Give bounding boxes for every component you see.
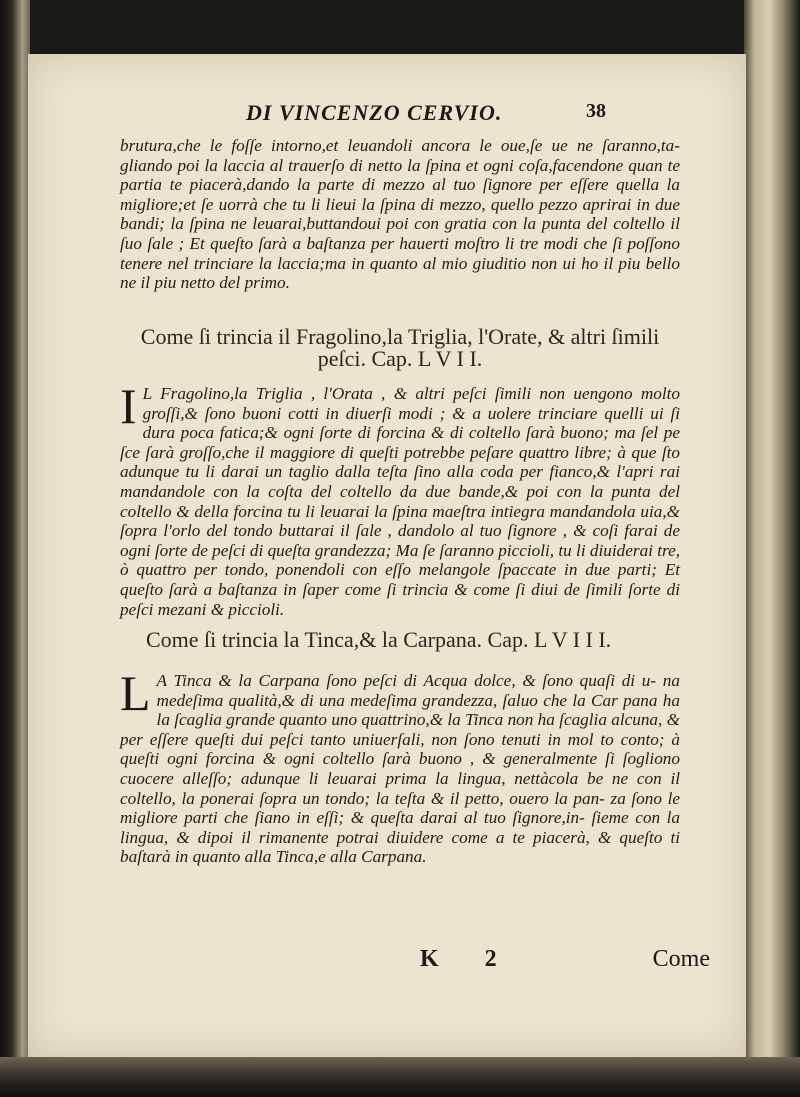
page-number: 38	[586, 100, 606, 122]
chapter-58-text-block	[120, 665, 680, 867]
scan-left-edge	[0, 0, 30, 1097]
scan-bottom-edge	[0, 1057, 800, 1097]
book-page	[28, 54, 746, 1057]
paragraph-continued: brutura,che le foſſe intorno,et leuandoli ancora le oue,ſe ue ne ſaranno,ta- gliando poi la laccia al trauerſo di netto la ſpina et ogni coſa,facendone quan te partia te piacerà,dando la parte di mezzo al tuo ſignore per eſſere quella la migliore;et ſe uorrà che tu li lieui la ſpina di mezzo, quello pezzo aprirai in due bandi; la ſpina ne leuarai,buttandoui poi con gratia con la punta del coltello il ſuo ſale ; Et queſto ſarà a baſtanza per hauerti moſtro li tre modi che ſi poſſono tenere nel trinciare la laccia;ma in quanto al mio giuditio non ui ho il piu bello ne il piu netto del primo.	[120, 136, 680, 293]
chapter-58-dropcap: L	[120, 665, 151, 721]
chapter-57-text: L Fragolino,la Triglia , l'Orata , & altri peſci ſimili non uengono molto groſſi,& ſono buoni cotti in diuerſi modi ; & a uolere trinciare quelli ui ſi dura poca fatica;& ogni ſorte di forcina & di coltello ſarà buono; ma ſel pe ſce ſarà groſſo,che il maggiore di queſti potrebbe peſare quattro libre; à que ſto adunque tu li darai un taglio dalla teſta ſino alla coda per fianco,& l'apri rai mandandole con la coſta del coltello da due bande,& poi con la punta del coltello & della forcina tu li leuarai la ſpina maeſtra intiegra mandandola uia,& ſopra l'orlo del tondo buttarai il ſale , dandolo al tuo ſignore , & coſi farai de ogni ſorte de peſci di queſta grandezza; Ma ſe ſaranno piccioli, tu li diuiderai tre, ò quattro per tondo, ponendoli con eſſo melangole ſpaccate in due parti; Et queſto ſarà a baſtanza in ſaper come ſi trincia & come ſi diui de ſimili ſorte di peſci mezani & piccioli.	[120, 384, 680, 619]
page-footer	[420, 946, 710, 974]
chapter-58-text: A Tinca & la Carpana ſono peſci di Acqua dolce, & ſono quaſi di u- na medeſima qualità,& di una medeſima grandezza, ſaluo che la Car pana ha la ſcaglia grande quanto uno quattrino,& la Tinca non ha ſcaglia alcuna, & per eſſere queſti dui peſci tanto uniuerſali, non ſono tenuti in mol to conto; à queſti ogni forcina & ogni coltello ſarà buono , & generalmente ſi ſogliono cuocere alleſſo; adunque li leuarai prima la lingua, nettàcola be ne con il coltello, la ponerai ſopra un tondo; la teſta & il petto, ouero la pan- za ſono le migliore parti che ſiano in eſſi; & queſta darai al tuo ſignore,in- ſieme con la lingua, & dipoi il rimanente potrai diuidere come a te piacerà, & queſto ti baſtarà in quanto alla Tinca,e alla Carpana.	[120, 671, 680, 867]
catchword: Come	[652, 946, 710, 972]
page-header	[246, 100, 606, 130]
running-title: DI VINCENZO CERVIO.	[246, 100, 503, 125]
signature-mark: K 2	[420, 946, 517, 972]
chapter-57-heading-line1: Come ſi trincia il Fragolino,la Triglia, l'Orate, & altri ſimili	[140, 324, 660, 349]
chapter-57-heading-line2: peſci. Cap. L V I I.	[317, 346, 483, 371]
chapter-57-text-block	[120, 378, 680, 619]
chapter-58-heading: Come ſi trincia la Tinca,& la Carpana. Cap. L V I I I.	[146, 627, 612, 652]
scan-right-edge	[744, 0, 800, 1097]
chapter-57-dropcap: I	[120, 378, 137, 434]
chapter-57-heading	[130, 326, 670, 370]
